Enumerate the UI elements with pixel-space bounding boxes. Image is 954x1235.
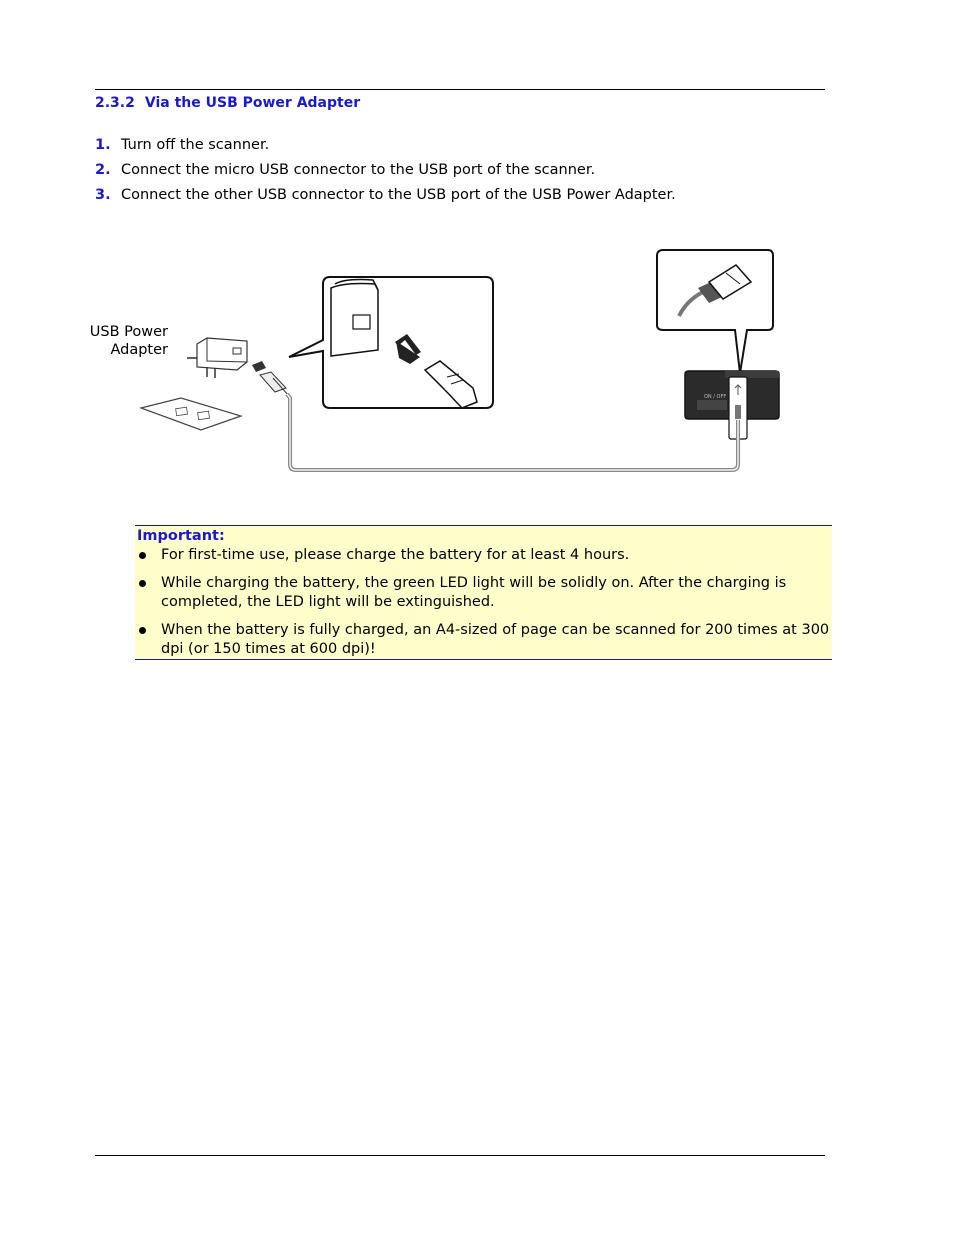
important-item: While charging the battery, the green LED light will be solidly on. After the charging is completed, the LED light will be extinguished.: [135, 574, 832, 612]
important-list: [135, 546, 832, 668]
usb-power-adapter-label: USB Power Adapter: [89, 324, 168, 358]
step-item: [95, 136, 676, 161]
step-number: 2.: [95, 162, 111, 178]
section-title: Via the USB Power Adapter: [144, 95, 361, 111]
important-item: For first-time use, please charge the battery for at least 4 hours.: [135, 546, 832, 565]
bullet-icon: [139, 580, 146, 587]
scanner-switch-label: ON / OFF: [704, 394, 727, 400]
step-number: 3.: [95, 187, 111, 203]
bullet-icon: [139, 627, 146, 634]
important-item: When the battery is fully charged, an A4-sized of page can be scanned for 200 times at 300 dpi (or 150 times at 600 dpi)!: [135, 621, 832, 659]
section-number: 2.3.2: [95, 95, 135, 111]
step-text: Turn off the scanner.: [121, 137, 270, 153]
callout-adapter-closeup: [289, 277, 493, 408]
footer-rule: [95, 1155, 825, 1156]
step-text: Connect the micro USB connector to the USB port of the scanner.: [121, 162, 596, 178]
small-usb-plug-icon: [252, 361, 289, 396]
bullet-icon: [139, 552, 146, 559]
callout-plug-closeup: [657, 250, 773, 373]
important-title: Important:: [137, 528, 225, 544]
scanner-icon: [685, 371, 779, 439]
connection-figure: [75, 240, 795, 480]
step-item: [95, 161, 676, 186]
power-adapter-icon: [197, 338, 247, 378]
header-rule: [95, 89, 825, 90]
important-note: [135, 525, 832, 660]
step-text: Connect the other USB connector to the USB port of the USB Power Adapter.: [121, 187, 676, 203]
step-item: [95, 186, 676, 211]
step-list: [95, 136, 676, 211]
section-heading: [95, 95, 360, 111]
step-number: 1.: [95, 137, 111, 153]
connection-illustration: [75, 240, 795, 480]
wall-outlet-icon: [141, 398, 241, 430]
